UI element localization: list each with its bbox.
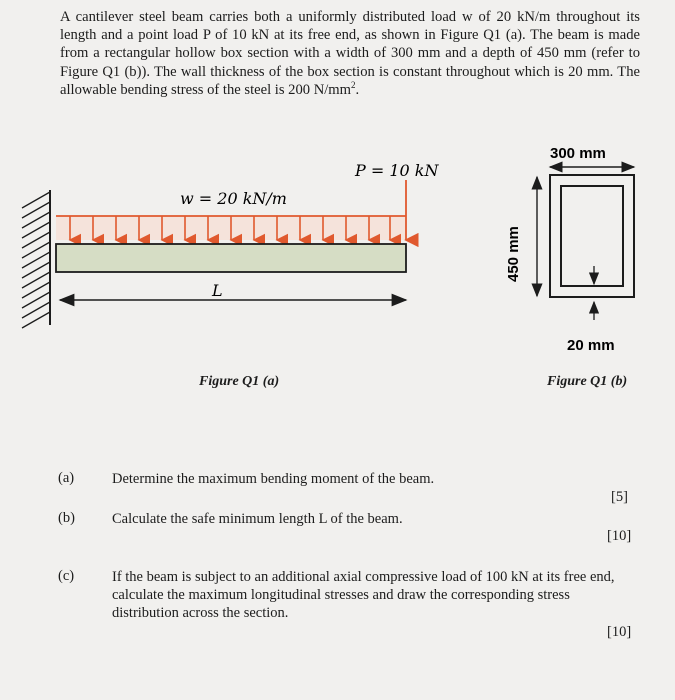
question-c-marks: [10] bbox=[607, 624, 632, 640]
width-label: 300 mm bbox=[550, 145, 606, 162]
beam bbox=[56, 244, 406, 272]
superscript: 2 bbox=[351, 79, 356, 90]
udl-load bbox=[56, 216, 406, 240]
question-a-text: Determine the maximum bending moment of the beam. bbox=[112, 471, 435, 487]
point-load-label: P = 10 kN bbox=[355, 161, 439, 180]
figure-area bbox=[0, 130, 675, 400]
question-a-label: (a) bbox=[58, 470, 75, 486]
length-label: L bbox=[212, 281, 223, 300]
question-c-label: (c) bbox=[58, 568, 75, 584]
problem-end: . bbox=[355, 81, 360, 98]
fixed-support bbox=[22, 190, 50, 328]
question-b-marks: [10] bbox=[607, 528, 632, 544]
question-b-text: Calculate the safe minimum length L of the beam. bbox=[112, 511, 403, 527]
thickness-label: 20 mm bbox=[567, 337, 615, 354]
problem-text: A cantilever steel beam carries both a uniformly distributed load w of 20 kN/m throughout its length and a point load P of 10 kN at its free end, as shown in Figure Q1 (a). The beam is made from a rectangular hollow box section with a width of 300 mm and a depth of 450 mm (refer to Figure Q1 (b)). The wall thickness of the box section is constant throughout which is 20 mm. The allowable bending stress of the steel is 200 N/mm bbox=[60, 9, 640, 98]
figure-b-caption: Figure Q1 (b) bbox=[547, 374, 628, 389]
question-c-text: If the beam is subject to an additional axial compressive load of 100 kN at its free end, calculate the maximum longitudinal stresses and draw the corresponding stress distribution across the section. bbox=[112, 569, 615, 621]
figure-a-caption: Figure Q1 (a) bbox=[199, 374, 280, 389]
box-section bbox=[550, 175, 634, 297]
question-b-label: (b) bbox=[58, 510, 75, 526]
depth-label: 450 mm bbox=[505, 226, 522, 282]
udl-label: w = 20 kN/m bbox=[180, 189, 287, 208]
problem-statement bbox=[60, 8, 640, 99]
question-a-marks: [5] bbox=[611, 489, 628, 505]
